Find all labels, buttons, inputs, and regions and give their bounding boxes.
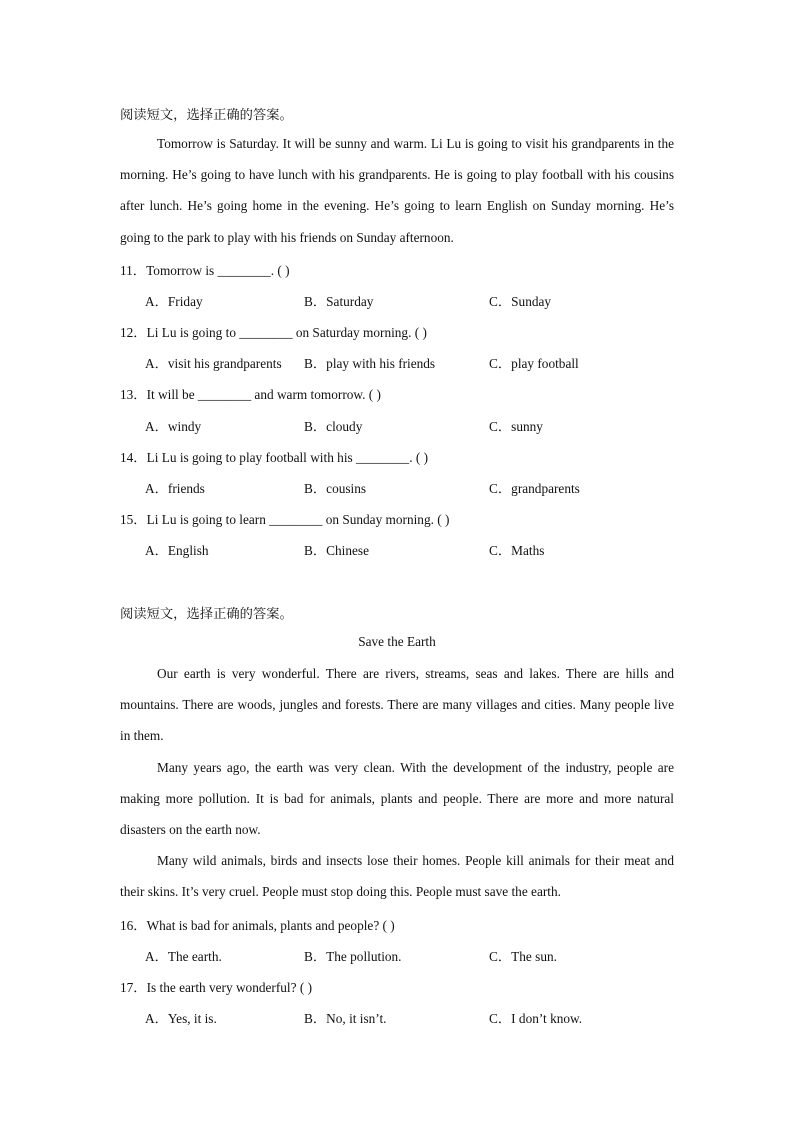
q15-option-c: C．Maths — [489, 543, 545, 558]
question-13: 13．It will be ________ and warm tomorrow. ( ) — [120, 387, 381, 402]
section2-paragraph-1: Our earth is very wonderful. There are rivers, streams, seas and lakes. There are hills and mountains. There are woods, jungles and forests. There are many villages and cities. Many people live in them. — [120, 666, 674, 744]
passage-title: Save the Earth — [358, 634, 436, 649]
q12-option-a: A．visit his grandparents — [145, 356, 282, 371]
q14-option-b: B．cousins — [304, 481, 367, 496]
q13-option-b: B．cloudy — [304, 419, 363, 434]
section2-instruction: 阅读短文，选择正确的答案。 — [120, 606, 293, 621]
question-16: 16．What is bad for animals, plants and people? ( ) — [120, 918, 395, 933]
q16-option-c: C．The sun. — [489, 949, 557, 964]
q15-option-a: A．English — [145, 543, 209, 558]
question-14: 14．Li Lu is going to play football with his ________. ( ) — [120, 450, 429, 465]
question-15: 15．Li Lu is going to learn ________ on Sunday morning. ( ) — [120, 512, 450, 527]
section2-paragraph-3: Many wild animals, birds and insects lose their homes. People kill animals for their meat and their skins. It’s very cruel. People must stop doing this. People must save the earth. — [120, 853, 674, 900]
q16-option-a: A．The earth. — [145, 949, 222, 964]
section1-instruction: 阅读短文，选择正确的答案。 — [120, 107, 293, 122]
question-12: 12．Li Lu is going to ________ on Saturday morning. ( ) — [120, 325, 427, 340]
q11-option-b: B．Saturday — [304, 294, 374, 309]
q13-option-c: C．sunny — [489, 419, 543, 434]
q15-option-b: B．Chinese — [304, 543, 370, 558]
section1-passage: Tomorrow is Saturday. It will be sunny and warm. Li Lu is going to visit his grandparents in the morning. He’s going to have lunch with his grandparents. He is going to play football with his cousins after lunch. He’s going home in the evening. He’s going to learn English on Sunday morning. He’s going to the park to play with his friends on Sunday afternoon. — [120, 136, 674, 245]
q17-option-b: B．No, it isn’t. — [304, 1011, 387, 1026]
q11-option-a: A．Friday — [145, 294, 203, 309]
question-11: 11．Tomorrow is ________. ( ) — [120, 263, 290, 278]
q12-option-c: C．play football — [489, 356, 579, 371]
q14-option-c: C．grandparents — [489, 481, 580, 496]
q17-option-c: C．I don’t know. — [489, 1011, 583, 1026]
q17-option-a: A．Yes, it is. — [145, 1011, 217, 1026]
q12-option-b: B．play with his friends — [304, 356, 436, 371]
q16-option-b: B．The pollution. — [304, 949, 402, 964]
section2-paragraph-2: Many years ago, the earth was very clean. With the development of the industry, people are making more pollution. It is bad for animals, plants and people. There are more and more natural disasters on the earth now. — [120, 760, 674, 838]
q13-option-a: A．windy — [145, 419, 202, 434]
q11-option-c: C．Sunday — [489, 294, 552, 309]
question-17: 17．Is the earth very wonderful? ( ) — [120, 980, 312, 995]
q14-option-a: A．friends — [145, 481, 205, 496]
